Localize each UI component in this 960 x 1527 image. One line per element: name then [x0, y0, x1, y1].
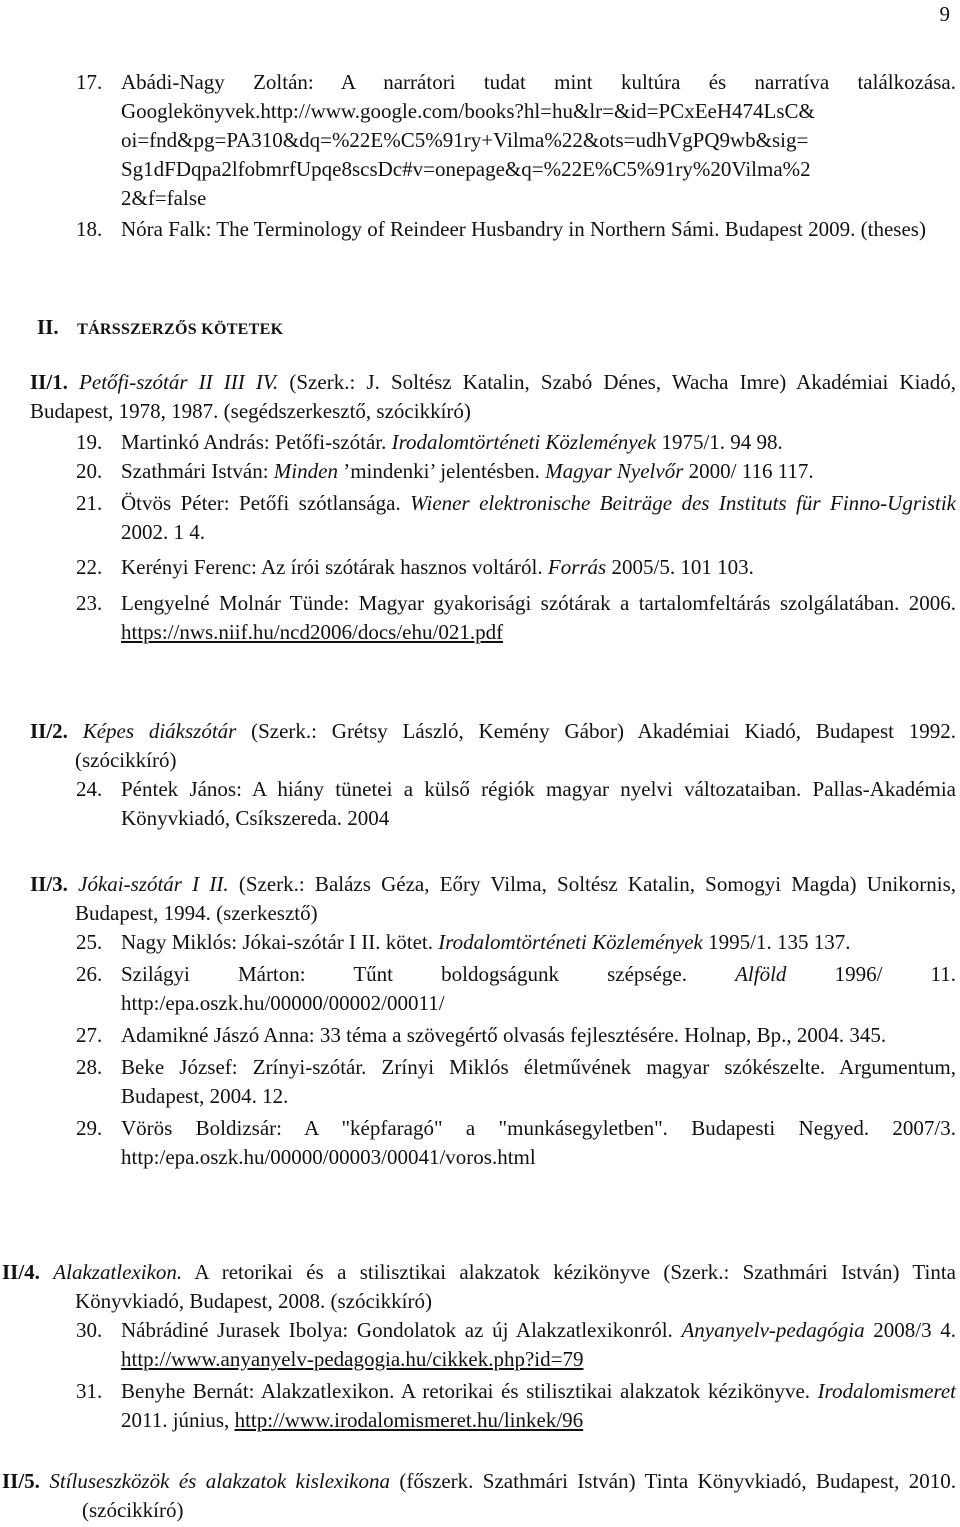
item-text: ’mindenki’ jelentésben. [337, 458, 546, 483]
group-details: A retorikai és a stilisztikai alakzatok kézikönyve (Szerk.: Szathmári István) Tinta Könyvkiadó, Budapest, 2008. (szócikkíró) [75, 1260, 956, 1313]
item-link[interactable]: https://nws.niif.hu/ncd2006/docs/ehu/021.pdf [121, 619, 504, 644]
group-title: Stíluseszközök és alakzatok kislexikona [49, 1469, 391, 1493]
item-text: Benyhe Bernát: Alakzatlexikon. A retorikai és stilisztikai alakzatok kézikönyve. [121, 1378, 818, 1403]
group-title: Petőfi-szótár II III IV. [79, 370, 279, 394]
item-number: 29. [76, 1115, 103, 1140]
group-details: (Szerk.: Balázs Géza, Eőry Vilma, Soltész Katalin, Somogyi Magda) Unikornis, Budapest, 1994. (szerkesztő) [75, 872, 956, 925]
item-text: Vörös Boldizsár: A "képfaragó" a "munkásegyletben". Budapesti Negyed. 2007/3. http:/epa.oszk.hu/00000/00003/00041/voros.html [121, 1115, 956, 1169]
item-text: Nóra Falk: The Terminology of Reindeer Husbandry in Northern Sámi. Budapest 2009. (theses) [121, 216, 926, 241]
list-item [76, 1316, 956, 1374]
item-number: 30. [76, 1317, 103, 1342]
list-item [76, 1021, 956, 1050]
list-item [76, 1053, 956, 1111]
group-details: (főszerk. Szathmári István) Tinta Könyvkiadó, Budapest, 2010. (szócikkíró) [82, 1469, 957, 1522]
item-number: 17. [76, 70, 103, 94]
group-ii-4 [2, 1258, 956, 1435]
item-text: Martinkó András: Petőfi-szótár. [121, 429, 392, 454]
list-item [76, 553, 956, 582]
list-item [76, 1114, 956, 1172]
top-references [76, 68, 956, 244]
item-number: 28. [76, 1054, 103, 1079]
group-number: II/4. [2, 1260, 40, 1284]
item-text: Ötvös Péter: Petőfi szótlansága. [121, 490, 411, 515]
item-text: 2002. 1 4. [121, 519, 205, 544]
item-text: Péntek János: A hiány tünetei a külső régiók magyar nyelvi változataiban. Pallas-Akadémia Könyvkiadó, Csíkszereda. 2004 [121, 776, 956, 830]
item-number: 19. [76, 429, 103, 454]
item-text: Kerényi Ferenc: Az írói szótárak hasznos voltáról. [121, 554, 548, 579]
item-line: oi=fnd&pg=PA310&dq=%22E%C5%91ry+Vilma%22&ots=udhVgPQ9wb&sig= [121, 127, 809, 152]
item-number: 31. [76, 1378, 103, 1403]
group-head [30, 870, 956, 928]
item-text: Szilágyi Márton: Tűnt boldogságunk szépsége. [121, 961, 736, 986]
item-text: Nábrádiné Jurasek Ibolya: Gondolatok az új Alakzatlexikonról. [121, 1317, 682, 1342]
list-item [76, 960, 956, 1018]
group-head [30, 368, 956, 426]
item-text: Nagy Miklós: Jókai-szótár I II. kötet. [121, 929, 439, 954]
group-head [30, 717, 956, 775]
group-details: (Szerk.: J. Soltész Katalin, Szabó Dénes, Wacha Imre) Akadémiai Kiadó, Budapest, 1978, 1987. (segédszerkesztő, szócikkíró) [30, 370, 956, 423]
item-number: 18. [76, 216, 103, 241]
item-text: Adamikné Jászó Anna: 33 téma a szövegértő olvasás fejlesztésére. Holnap, Bp., 2004. 345. [121, 1022, 887, 1047]
item-text: 2008/3 4. [864, 1317, 956, 1342]
group-ii-2 [30, 717, 956, 833]
list-item [76, 215, 956, 244]
group-details: (Szerk.: Grétsy László, Kemény Gábor) Akadémiai Kiadó, Budapest 1992. (szócikkíró) [75, 719, 957, 772]
group-title: Jókai-szótár I II. [78, 872, 229, 896]
list-item [76, 589, 956, 647]
group-head [2, 1258, 956, 1316]
item-number: 21. [76, 490, 103, 515]
group-title: Képes diákszótár [82, 719, 237, 743]
item-line: 2&f=false [121, 185, 207, 210]
list-item [76, 928, 956, 957]
item-number: 22. [76, 554, 103, 579]
group-ii-1 [30, 368, 956, 647]
group-number: II/2. [30, 719, 68, 743]
item-journal: Irodalomismeret [817, 1378, 956, 1403]
item-text: 2005/5. 101 103. [606, 554, 754, 579]
item-number: 25. [76, 929, 103, 954]
item-link[interactable]: http://www.irodalomismeret.hu/linkek/96 [234, 1407, 584, 1432]
item-text: 1995/1. 135 137. [702, 929, 851, 954]
item-line: Googlekönyvek.http://www.google.com/books?hl=hu&lr=&id=PCxEeH474LsC& [121, 98, 815, 123]
item-number: 24. [76, 776, 103, 801]
group-ii-3 [30, 870, 956, 1172]
item-journal: Alföld [735, 961, 787, 986]
item-text: 2011. június, [121, 1407, 235, 1432]
list-item [76, 457, 956, 486]
item-journal: Forrás [547, 554, 607, 579]
group-head [2, 1467, 956, 1525]
section-roman: II. [37, 315, 59, 339]
item-line: Abádi-Nagy Zoltán: A narrátori tudat mint kultúra és narratíva találkozása. [121, 70, 956, 94]
list-item [76, 1377, 956, 1435]
group-title: Alakzatlexikon. [53, 1260, 183, 1284]
item-text: 2000/ 116 117. [683, 458, 814, 483]
item-journal: Irodalomtörténeti Közlemények [438, 929, 703, 954]
item-text: 1996/ 11. http:/epa.oszk.hu/00000/00002/00011/ [121, 961, 956, 1015]
item-number: 27. [76, 1022, 103, 1047]
group-number: II/5. [2, 1469, 40, 1493]
group-number: II/3. [30, 872, 68, 896]
item-text: Szathmári István: [121, 458, 274, 483]
group-number: II/1. [30, 370, 68, 394]
list-item [76, 428, 956, 457]
section-heading [37, 313, 283, 342]
item-text: Beke József: Zrínyi-szótár. Zrínyi Miklós életművének magyar szókészelte. Argumentum, Budapest, 2004. 12. [121, 1054, 956, 1108]
item-journal: Anyanyelv-pedagógia [681, 1317, 865, 1342]
item-number: 20. [76, 458, 103, 483]
item-number: 23. [76, 590, 103, 615]
group-ii-5 [2, 1467, 956, 1525]
item-title: Minden [273, 458, 338, 483]
item-link[interactable]: http://www.anyanyelv-pedagogia.hu/cikkek.php?id=79 [121, 1346, 584, 1371]
list-item [76, 489, 956, 547]
list-item [76, 775, 956, 833]
item-number: 26. [76, 961, 103, 986]
item-text: Lengyelné Molnár Tünde: Magyar gyakorisági szótárak a tartalomfeltárás szolgálatában. 2006. [121, 590, 956, 615]
section-title: TÁRSSZERZŐS KÖTETEK [77, 321, 284, 338]
item-line: Sg1dFDqpa2lfobmrfUpqe8scsDc#v=onepage&q=%22E%C5%91ry%20Vilma%2 [121, 156, 811, 181]
page-number: 9 [939, 2, 950, 26]
list-item [76, 68, 956, 213]
item-journal: Irodalomtörténeti Közlemények [391, 429, 657, 454]
item-journal: Magyar Nyelvőr [545, 458, 684, 483]
item-text: 1975/1. 94 98. [656, 429, 783, 454]
item-journal: Wiener elektronische Beiträge des Instituts für Finno-Ugristik [410, 490, 956, 515]
